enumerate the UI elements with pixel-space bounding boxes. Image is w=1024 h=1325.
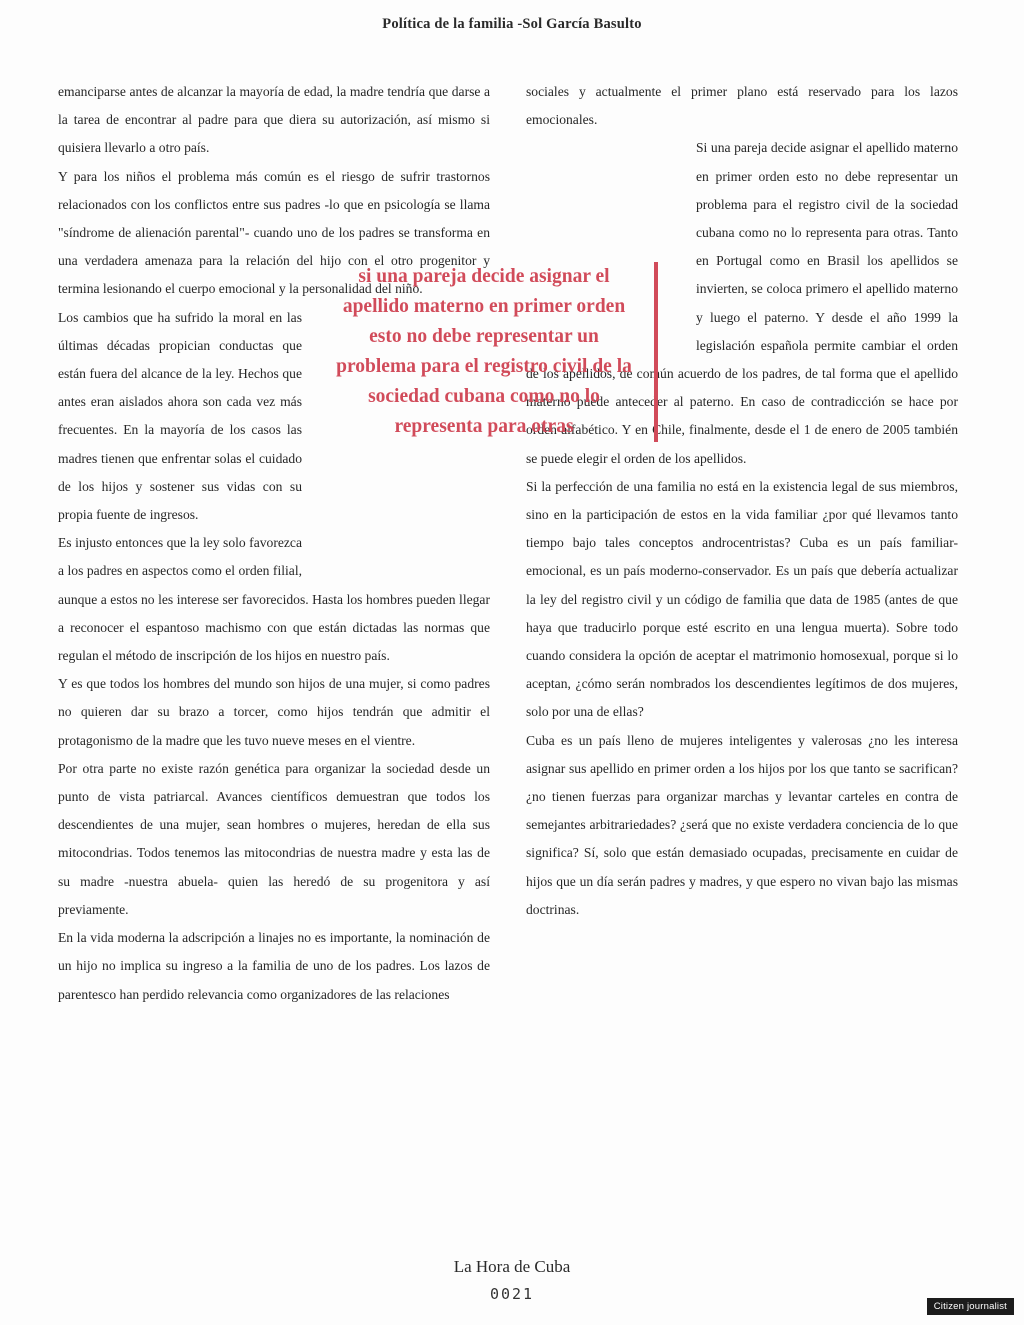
left-column <box>58 78 490 1009</box>
paragraph: Cuba es un país lleno de mujeres inteligentes y valerosas ¿no les interesa asignar sus apellido en primer orden a los hijos por los que tanto se sacrifican? ¿no tienen fuerzas para organizar marchas y levantar carteles en contra de semejantes arbitrariedades? ¿será que no existe verdadera conciencia de lo que significa? Sí, solo que están demasiado ocupadas, precisamente en cuidar de hijos que un día serán padres y madres, y que espero no vivan bajo las mismas doctrinas. <box>526 732 958 917</box>
running-header: Política de la familia -Sol García Basulto <box>382 16 642 32</box>
paragraph-text: Si una pareja decide asignar el apellido materno en primer orden esto no debe representar un problema para el registro civil de la sociedad cubana como no lo representa para otras. Tanto en Portugal como en Brasil los apellidos se invierten, se coloca primero el apellido materno y luego el paterno. Y desde el año 1999 la legislación española permite cambiar el orden de los apellidos, de común acuerdo de los padres, de tal forma que el apellido materno puede anteceder al paterno. En caso de contradicción se hace por orden alfabético. Y en Chile, finalmente, desde el 1 de enero de 2005 también se puede elegir el orden de los apellidos. <box>526 140 958 466</box>
paragraph: En la vida moderna la adscripción a linajes no es importante, la nominación de un hijo no implica su ingreso a la familia de uno de los padres. Los lazos de parentesco han perdido relevancia como organizadores de las relaciones <box>58 930 490 1002</box>
paragraph-text: Los cambios que ha sufrido la moral en las últimas décadas propician conductas que están fuera del alcance de la ley. Hechos que antes eran aislados ahora son cada vez más frecuentes. En la mayoría de los casos las madres tienen que enfrentar solas el cuidado de los hijos y sostener sus vidas con su propia fuente de ingresos. <box>58 309 302 523</box>
right-column <box>526 78 958 924</box>
citizen-journalist-badge: Citizen journalist <box>927 1298 1014 1315</box>
paragraph: Y es que todos los hombres del mundo son hijos de una mujer, si como padres no quieren dar su brazo a torcer, como hijos tendrán que admitir el protagonismo de la madre que les tuvo nueve meses en el vientre. <box>58 676 490 748</box>
publication-name: La Hora de Cuba <box>453 1257 571 1276</box>
pull-quote: si una pareja decide asignar el apellido materno en primer orden esto no debe representar un problema para el registro civil de la sociedad cubana como no lo representa para otras <box>330 262 658 442</box>
paragraph: sociales y actualmente el primer plano está reservado para los lazos emocionales. <box>526 84 958 128</box>
paragraph: emanciparse antes de alcanzar la mayoría de edad, la madre tendría que darse a la tarea de encontrar al padre para que diera su autorización, así mismo si quisiera llevarlo a otro país. <box>58 84 490 156</box>
paragraph: Si la perfección de una familia no está en la existencia legal de sus miembros, sino en la participación de estos en la vida familiar ¿por qué llevamos tanto tiempo bajo tales conceptos androcentristas? Cuba es un país familiar-emocional, es un país moderno-conservador. Es un país que debería actualizar la ley del registro civil y un código de familia que data de 1985 (antes de que haya que traducirlo porque esté escrito en una lengua muerta). Sobre todo cuando considera la opción de aceptar el matrimonio homosexual, porque si lo aceptan, ¿cómo serán nombrados los descendientes legítimos de dos mujeres, solo por una de ellas? <box>526 478 958 720</box>
article-body <box>58 78 966 1243</box>
paragraph: Por otra parte no existe razón genética para organizar la sociedad desde un punto de vista patriarcal. Avances científicos demuestran que todos los descendientes de una mujer, sean hombres o mujeres, heredan de ella sus mitocondrias. Todos tenemos las mitocondrias de nuestra madre y esta las de su madre -nuestra abuela- quien las heredó de su progenitora y así previamente. <box>58 760 490 917</box>
paragraph: Y para los niños el problema más común es el riesgo de sufrir trastornos relacionados con los conflictos entre sus padres -lo que en psicología se llama "síndrome de alienación parental"- cuando uno de los padres se transforma en una verdadera amenaza para la relación del hijo con el otro progenitor y termina lesionando el cuerpo emocional y la personalidad del niño. <box>58 168 490 297</box>
paragraph: Es injusto entonces que la ley solo favorezca a los padres en aspectos como el orden filial, aunque a estos no les interese ser favorecidos. Hasta los hombres pueden llegar a reconocer el espantoso machismo con que están dictadas las normas que regulan el método de inscripción de los hijos en nuestro país. <box>58 535 490 664</box>
page-number: 0021 <box>489 1285 535 1303</box>
